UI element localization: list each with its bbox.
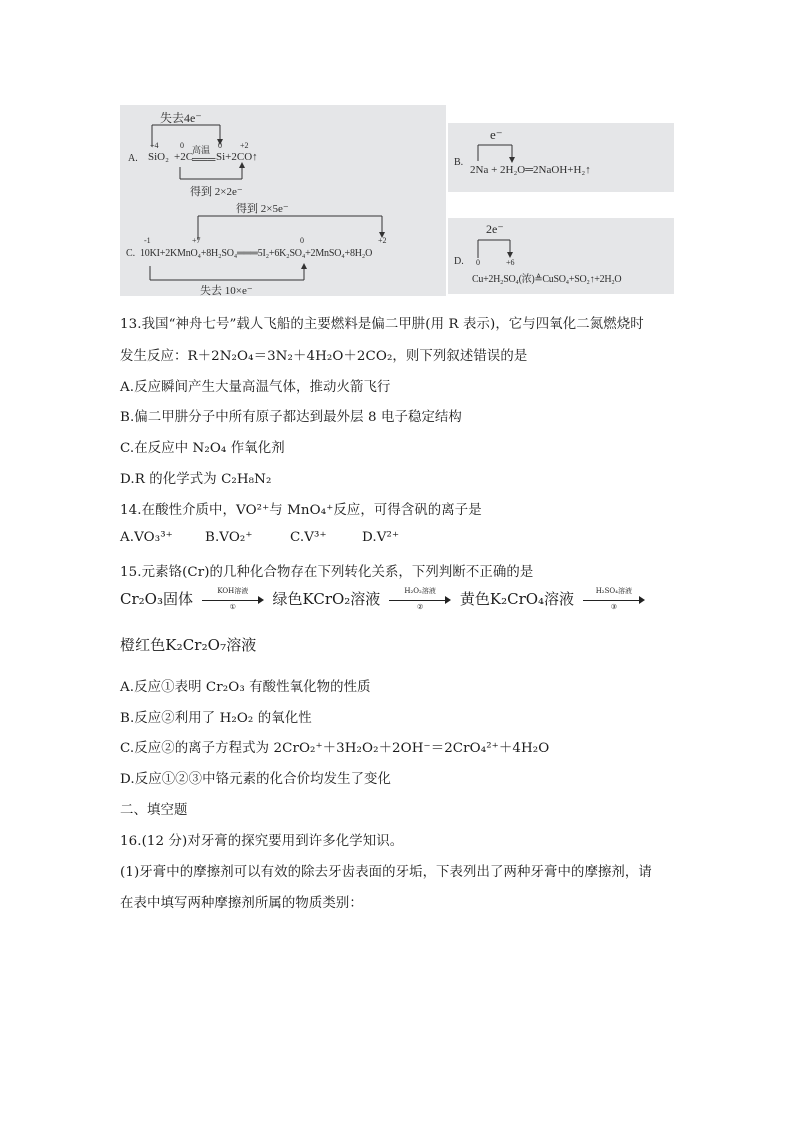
- question-15-option-a: A.反应①表明 Cr₂O₃ 有酸性氧化物的性质: [120, 680, 371, 695]
- oxidation-state: 0: [476, 258, 480, 267]
- equation: 2Na + 2H₂O═2NaOH+H₂↑: [470, 164, 591, 176]
- oxidation-state: -1: [144, 236, 151, 245]
- question-13-option-c: C.在反应中 N₂O₄ 作氧化剂: [120, 441, 285, 456]
- question-14-option-b: B.VO₂⁺: [205, 530, 253, 545]
- question-14-option-a: A.VO₃³⁺: [120, 530, 173, 545]
- question-13-option-d: D.R 的化学式为 C₂H₈N₂: [120, 472, 272, 487]
- option-b-photo: [448, 123, 674, 192]
- oxidation-state: 0: [180, 141, 184, 150]
- question-13-option-a: A.反应瞬间产生大量高温气体，推动火箭飞行: [120, 380, 391, 395]
- section-title: 二、填空题: [120, 803, 188, 818]
- step-number: ①: [229, 603, 236, 611]
- option-label: B.: [454, 157, 464, 168]
- equation: 10KI+2KMnO₄+8H₂SO₄═══5I₂+6K₂SO₄+2MnSO₄+8H₂O: [140, 248, 373, 259]
- oxidation-state: +2: [240, 141, 249, 150]
- question-15-option-b: B.反应②利用了 H₂O₂ 的氧化性: [120, 711, 312, 726]
- question-16-stem: 16.(12 分)对牙膏的探究要用到许多化学知识。: [120, 834, 404, 849]
- reagent: H₂O₂溶液: [404, 587, 436, 595]
- reagent: KOH溶液: [217, 587, 249, 595]
- question-14-option-c: C.V³⁺: [290, 530, 327, 545]
- oxidation-state: +7: [192, 236, 201, 245]
- question-15-stem: 15.元素铬(Cr)的几种化合物存在下列转化关系，下列判断不正确的是: [120, 565, 534, 580]
- question-13-stem-2: 发生反应：R＋2N₂O₄＝3N₂＋4H₂O＋2CO₂，则下列叙述错误的是: [120, 349, 528, 364]
- electron-label: 2e⁻: [486, 222, 504, 236]
- question-14-option-d: D.V²⁺: [362, 530, 400, 545]
- question-14-stem: 14.在酸性介质中，VO²⁺与 MnO₄⁺反应，可得含矾的离子是: [120, 503, 482, 518]
- option-label: D.: [454, 256, 464, 267]
- lose-electrons-label: 失去 10×e⁻: [200, 285, 253, 296]
- reaction-condition: 高温: [192, 145, 211, 155]
- electron-transfer-arrow: [448, 123, 674, 192]
- reaction-arrow: [583, 587, 645, 611]
- equals-sign: ═══: [192, 154, 216, 166]
- reaction-arrow: [389, 587, 451, 611]
- species: Cr₂O₃固体: [120, 590, 193, 608]
- step-number: ③: [610, 603, 617, 611]
- conversion-chain: [120, 588, 649, 609]
- electron-label: e⁻: [490, 127, 503, 142]
- question-13-stem-1: 13.我国“神舟七号”载人飞船的主要燃料是偏二甲肼(用 R 表示)，它与四氧化二氮燃烧时: [120, 317, 644, 332]
- oxidation-state: +4: [150, 141, 159, 150]
- equation-reactant: SiO₂: [148, 151, 169, 163]
- oxidation-state: +2: [378, 236, 387, 245]
- equation-reactant: +2C: [174, 151, 194, 163]
- question-16-part-1: (1)牙膏中的摩擦剂可以有效的除去牙齿表面的牙垢，下表列出了两种牙膏中的摩擦剂，请: [120, 865, 652, 880]
- question-15-option-c: C.反应②的离子方程式为 2CrO₂⁺＋3H₂O₂＋2OH⁻＝2CrO₄²⁺＋4H₂O: [120, 741, 550, 756]
- lose-electrons-label: 失去4e⁻: [160, 111, 202, 125]
- option-a-photo: [120, 105, 446, 201]
- question-13-option-b: B.偏二甲肼分子中所有原子都达到最外层 8 电子稳定结构: [120, 410, 462, 425]
- species: 黄色K₂CrO₄溶液: [459, 590, 575, 608]
- step-number: ②: [416, 603, 424, 611]
- gain-electrons-label: 得到 2×5e⁻: [236, 203, 289, 215]
- oxidation-state: 0: [218, 141, 222, 150]
- equation: Cu+2H₂SO₄(浓)≜CuSO₄+SO₂↑+2H₂O: [472, 274, 622, 285]
- option-label: C.: [126, 248, 136, 259]
- option-c-photo: [120, 198, 446, 296]
- option-label: A.: [128, 153, 138, 164]
- equation-product: Si+2CO↑: [216, 151, 258, 163]
- option-d-photo: [448, 218, 674, 294]
- species: 橙红色K₂Cr₂O₇溶液: [120, 636, 257, 654]
- oxidation-state: 0: [300, 236, 304, 245]
- question-16-part-1-cont: 在表中填写两种摩擦剂所属的物质类别：: [120, 896, 363, 911]
- species: 绿色KCrO₂溶液: [272, 590, 381, 608]
- question-15-option-d: D.反应①②③中铬元素的化合价均发生了变化: [120, 772, 392, 787]
- oxidation-state: +6: [506, 258, 515, 267]
- reagent: H₂SO₄溶液: [595, 587, 632, 595]
- gain-electrons-label: 得到 2×2e⁻: [190, 186, 243, 198]
- reaction-arrow: [202, 587, 264, 611]
